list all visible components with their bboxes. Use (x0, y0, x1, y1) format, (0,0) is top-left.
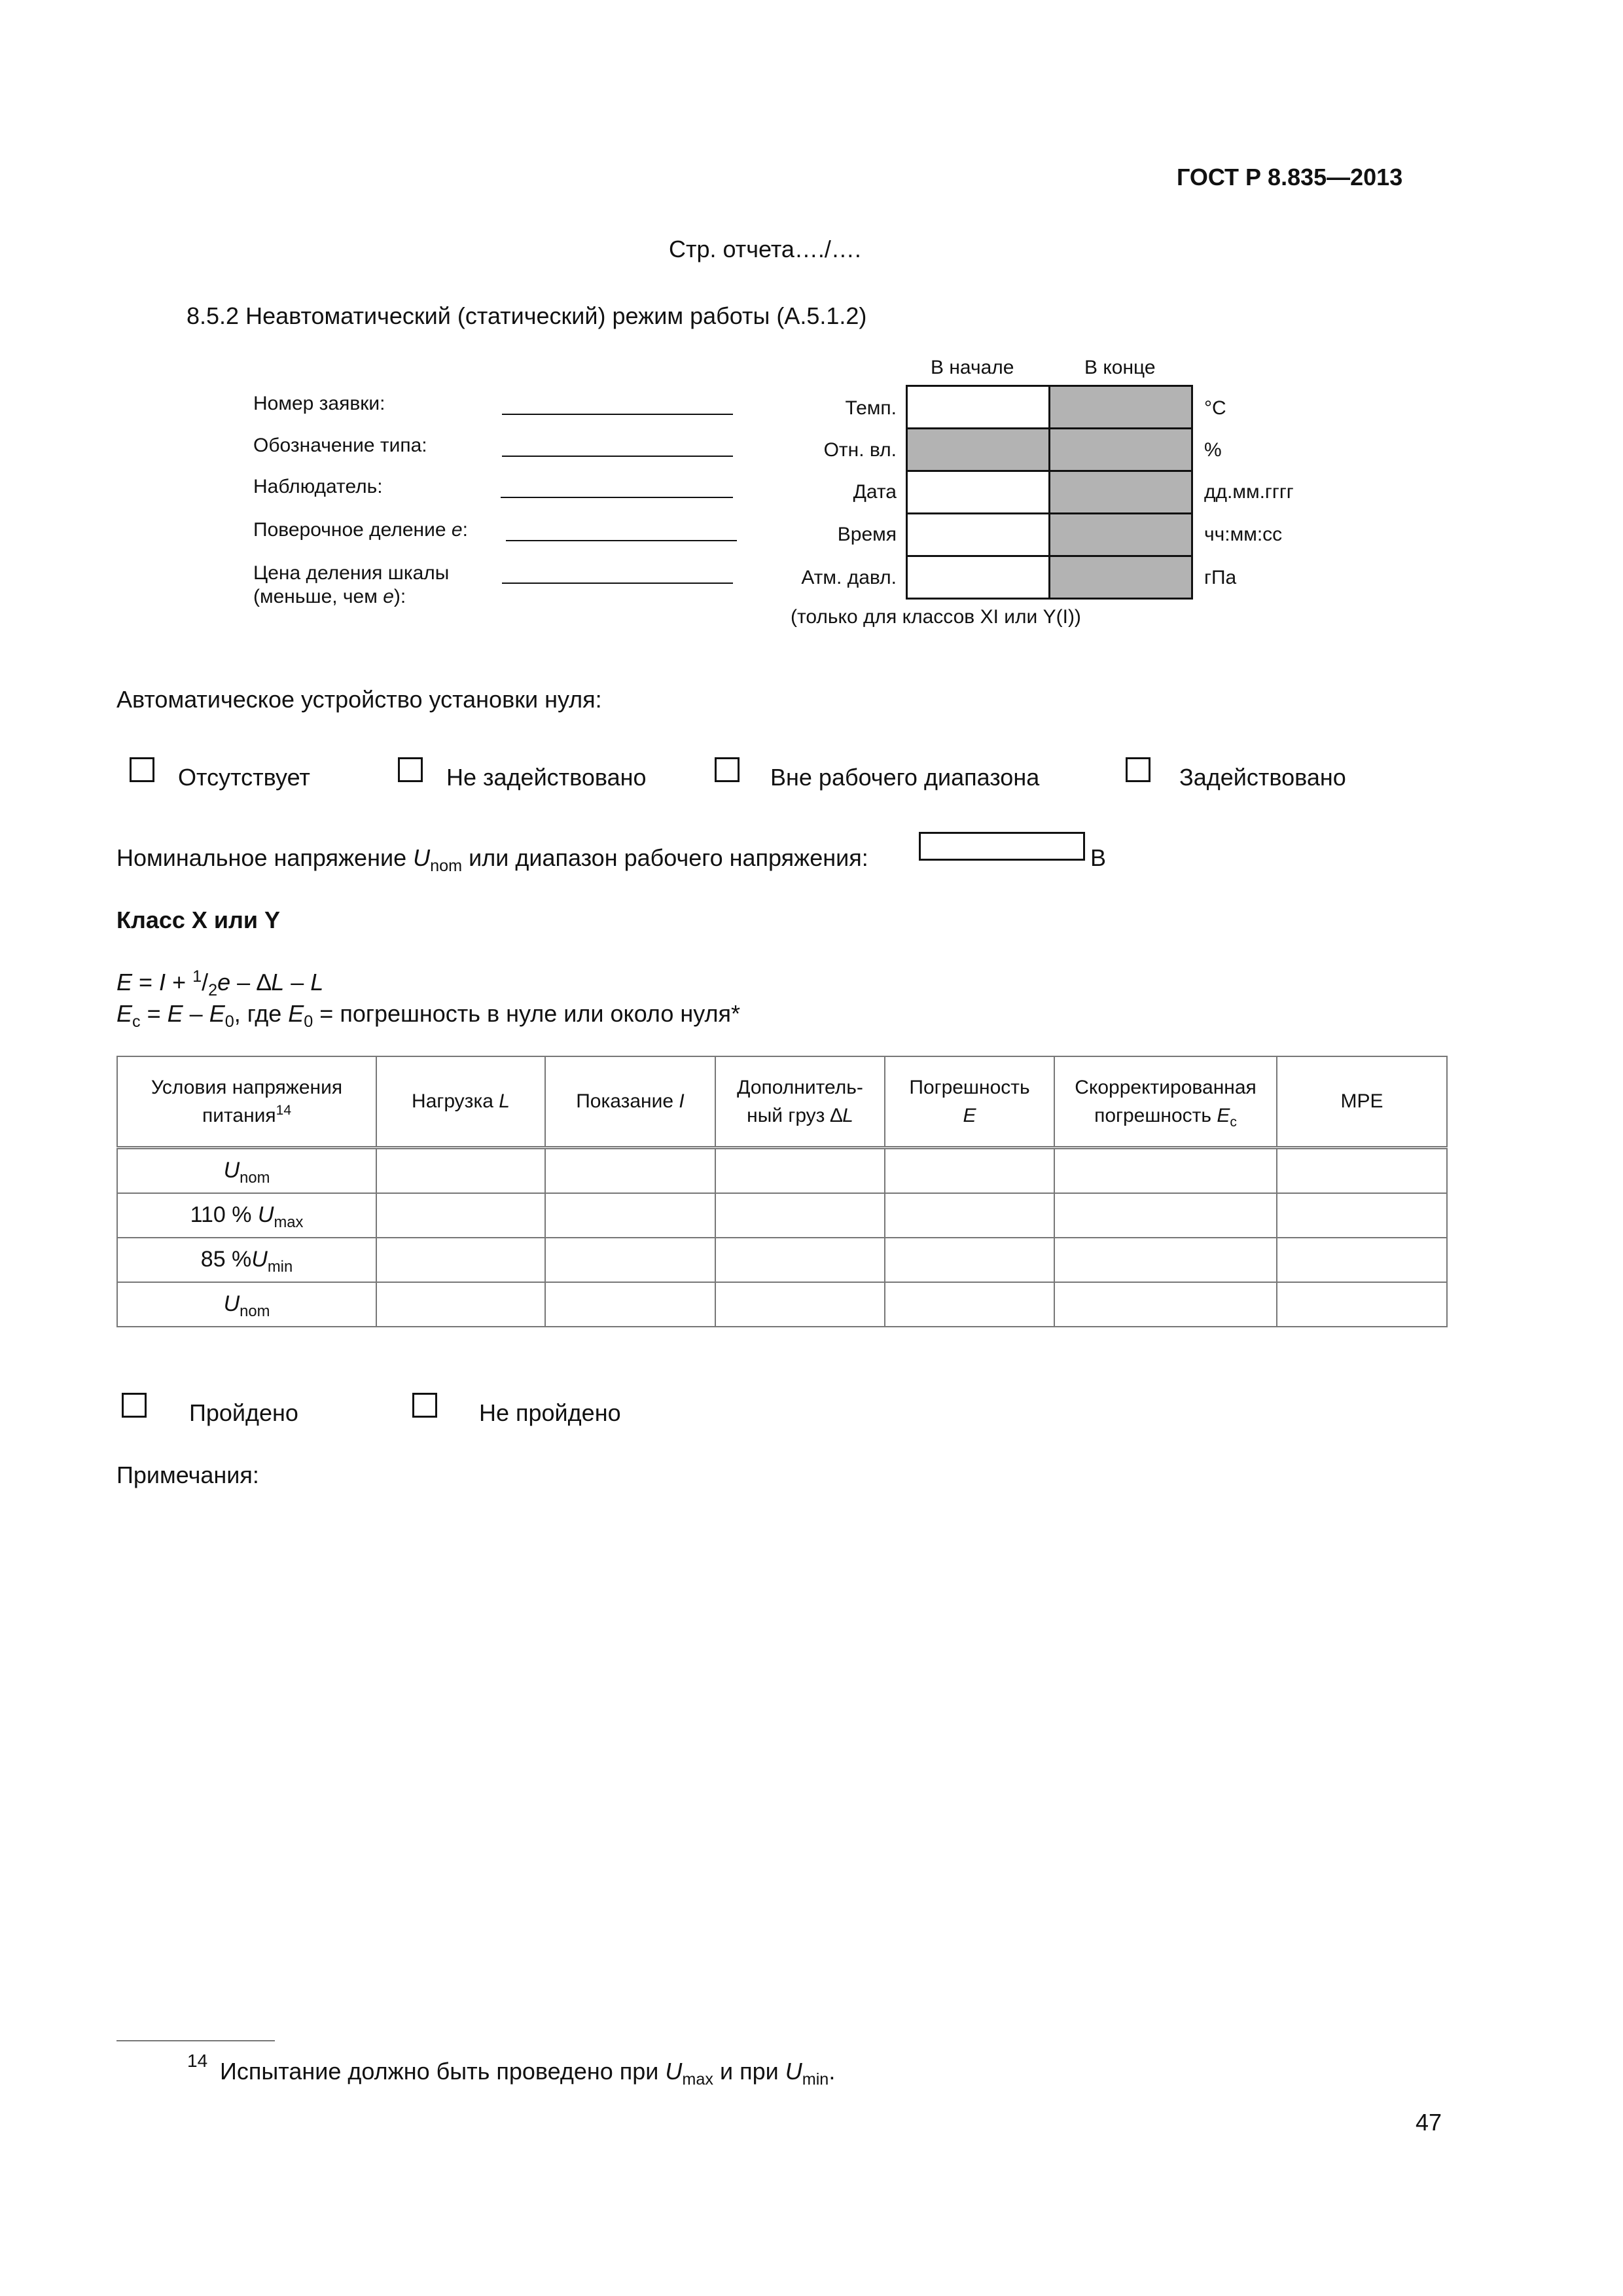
field-label-scale-division: Цена деления шкалы (меньше, чем e): (253, 562, 450, 607)
checkbox-absent[interactable] (130, 757, 154, 782)
table-cell[interactable] (376, 1193, 545, 1238)
formula-corrected-error: $E_c = E - E_0$, где $E_0$ = погрешность в нуле или около нуля* (116, 1000, 740, 1031)
row-condition: 85 $\%U_{min}$ (117, 1238, 376, 1282)
table-cell[interactable] (1054, 1238, 1277, 1282)
field-label-request-number: Номер заявки: (253, 393, 385, 414)
header-load: Нагрузка L (376, 1056, 545, 1148)
cell-date-end (1050, 471, 1192, 514)
table-cell[interactable] (885, 1238, 1054, 1282)
checkbox-fail[interactable] (412, 1393, 437, 1418)
conditions-col-end: В конце (1084, 357, 1156, 378)
formula-error: $E = I + ^1/_2e - \Delta L - L$ (116, 967, 324, 1000)
result-fail: Не пройдено (479, 1399, 621, 1426)
report-page: Стр. отчета…./…. (669, 236, 861, 262)
table-row (117, 1238, 1447, 1282)
conditions-label-date: Дата (853, 481, 897, 503)
table-cell[interactable] (545, 1238, 715, 1282)
unit-humidity: % (1204, 439, 1222, 461)
conditions-col-start: В начале (931, 357, 1014, 378)
field-label-verification-division: Поверочное деление e: (253, 519, 468, 541)
table-cell[interactable] (715, 1238, 885, 1282)
field-label-observer: Наблюдатель: (253, 476, 383, 497)
field-line-scale-division[interactable] (502, 583, 733, 584)
cell-pressure-end (1050, 556, 1192, 599)
header-indication: Показание I (545, 1056, 715, 1148)
table-row (117, 1193, 1447, 1238)
table-cell[interactable] (885, 1148, 1054, 1194)
footnote-divider (116, 2040, 275, 2041)
table-cell[interactable] (1054, 1282, 1277, 1327)
section-title: 8.5.2 Неавтоматический (статический) режим работы (A.5.1.2) (187, 302, 867, 329)
checkbox-pass[interactable] (122, 1393, 147, 1418)
table-cell[interactable] (715, 1193, 885, 1238)
cell-time-end (1050, 514, 1192, 556)
header-supply-conditions: Условия напряжения питания$^{14}$ (117, 1056, 376, 1148)
unit-temp: °C (1204, 397, 1226, 419)
conditions-label-temp: Темп. (845, 397, 897, 419)
conditions-label-pressure: Атм. давл. (801, 567, 897, 588)
conditions-label-humidity: Отн. вл. (823, 439, 897, 461)
option-not-engaged: Не задействовано (446, 764, 647, 791)
option-engaged: Задействовано (1179, 764, 1346, 791)
footnote-text: Испытание должно быть проведено при $U_{max}$ и при $U_{min}$. (220, 2058, 836, 2089)
conditions-table (906, 385, 1193, 600)
header-additional-load: Дополнитель- ный груз ∆L (715, 1056, 885, 1148)
table-cell[interactable] (715, 1148, 885, 1194)
table-cell[interactable] (545, 1148, 715, 1194)
table-cell[interactable] (715, 1282, 885, 1327)
result-pass: Пройдено (189, 1399, 298, 1426)
row-condition: $U_{nom}$ (117, 1148, 376, 1194)
field-label-type-designation: Обозначение типа: (253, 435, 427, 456)
footnote-number: 14 (187, 2051, 208, 2071)
voltage-label: Номинальное напряжение $U_{nom}$ или диапазон рабочего напряжения: (116, 844, 868, 876)
cell-humidity-start (907, 429, 1050, 471)
table-cell[interactable] (885, 1193, 1054, 1238)
unit-pressure: гПа (1204, 567, 1237, 588)
table-row (117, 1282, 1447, 1327)
table-cell[interactable] (885, 1282, 1054, 1327)
cell-pressure-start[interactable] (907, 556, 1050, 599)
header-error: Погрешность E (885, 1056, 1054, 1148)
table-row (117, 1148, 1447, 1194)
row-condition: $U_{nom}$ (117, 1282, 376, 1327)
table-cell[interactable] (376, 1282, 545, 1327)
field-line-request-number[interactable] (502, 414, 733, 415)
notes-label: Примечания: (116, 1462, 259, 1488)
unit-time: чч:мм:сс (1204, 524, 1283, 545)
table-cell[interactable] (1277, 1193, 1447, 1238)
table-cell[interactable] (1054, 1148, 1277, 1194)
table-cell[interactable] (1277, 1238, 1447, 1282)
option-out-of-range: Вне рабочего диапазона (770, 764, 1040, 791)
cell-time-start[interactable] (907, 514, 1050, 556)
checkbox-not-engaged[interactable] (398, 757, 423, 782)
header-corrected-error: Скорректированная погрешность $E_c$ (1054, 1056, 1277, 1148)
checkbox-out-of-range[interactable] (715, 757, 740, 782)
cell-humidity-end (1050, 429, 1192, 471)
option-absent: Отсутствует (178, 764, 310, 791)
table-cell[interactable] (376, 1148, 545, 1194)
voltage-unit: В (1090, 844, 1107, 871)
conditions-note: (только для классов XI или Y(I)) (791, 606, 1081, 628)
cell-temp-start[interactable] (907, 386, 1050, 429)
table-cell[interactable] (1054, 1193, 1277, 1238)
field-line-observer[interactable] (501, 497, 733, 498)
field-line-verification-division[interactable] (506, 540, 737, 541)
table-cell[interactable] (1277, 1148, 1447, 1194)
header-mpe: MPE (1277, 1056, 1447, 1148)
page-number: 47 (1416, 2109, 1442, 2136)
table-cell[interactable] (376, 1238, 545, 1282)
conditions-label-time: Время (837, 524, 897, 545)
standard-id: ГОСТ Р 8.835—2013 (1177, 164, 1403, 190)
table-cell[interactable] (545, 1193, 715, 1238)
table-cell[interactable] (1277, 1282, 1447, 1327)
table-cell[interactable] (545, 1282, 715, 1327)
class-heading: Класс X или Y (116, 906, 281, 933)
unit-date: дд.мм.гггг (1204, 481, 1294, 503)
cell-temp-end (1050, 386, 1192, 429)
voltage-input-box[interactable] (919, 832, 1085, 861)
results-table (116, 1056, 1448, 1327)
zero-device-label: Автоматическое устройство установки нуля: (116, 686, 602, 713)
row-condition: 110 % $U_{max}$ (117, 1193, 376, 1238)
cell-date-start[interactable] (907, 471, 1050, 514)
checkbox-engaged[interactable] (1126, 757, 1150, 782)
field-line-type-designation[interactable] (502, 456, 733, 457)
